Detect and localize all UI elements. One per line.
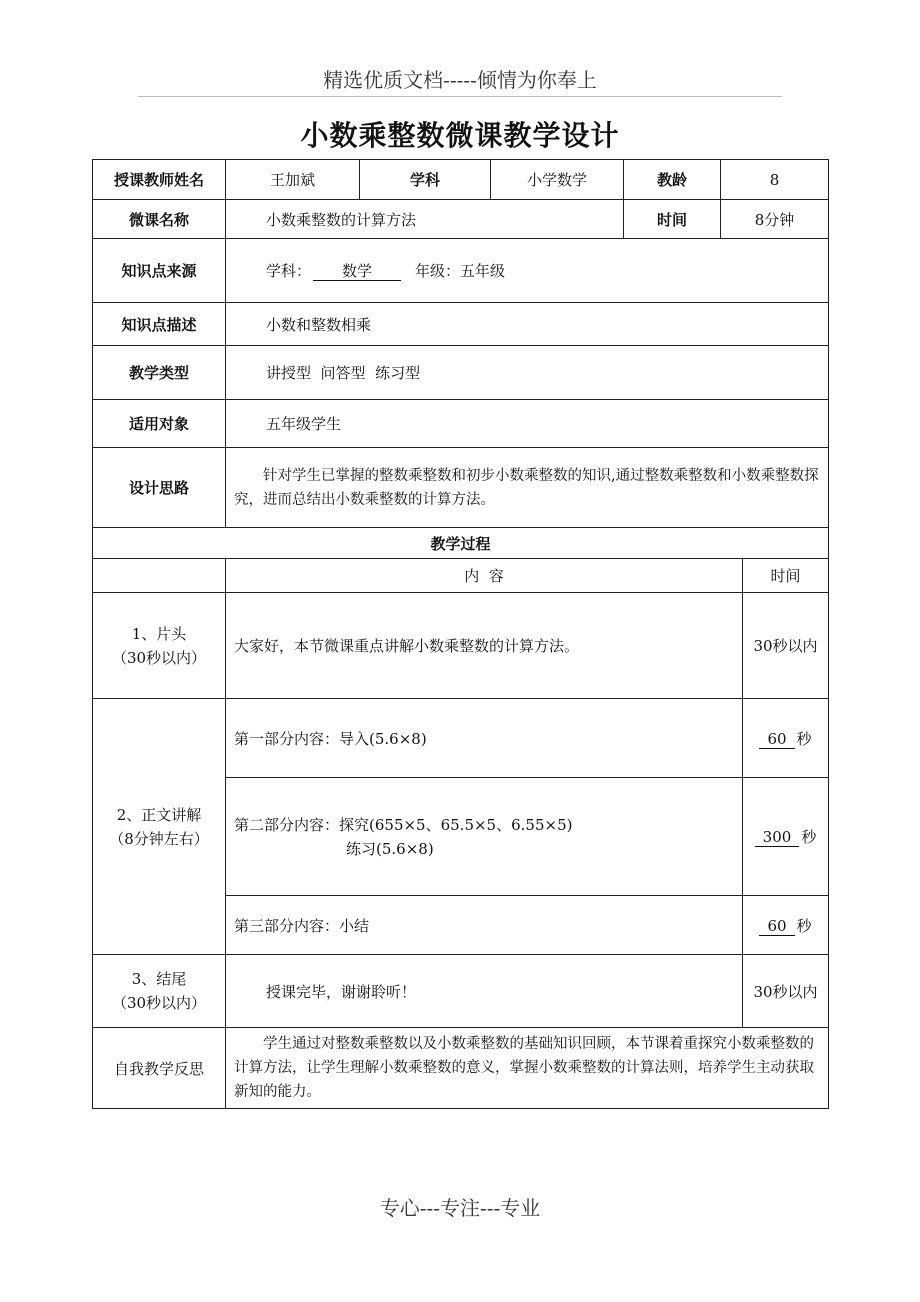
- part1-time: [743, 699, 829, 778]
- years-value: 8: [721, 160, 829, 200]
- time-label: 时间: [624, 200, 721, 239]
- part3-time: [743, 896, 829, 955]
- reflection-label: 自我教学反思: [93, 1028, 226, 1109]
- design-label: 设计思路: [93, 448, 226, 528]
- col-time-header: 时间: [743, 559, 829, 593]
- source-value: [226, 239, 829, 303]
- info-table: [92, 159, 829, 528]
- col-content-header: 内 容: [226, 559, 743, 593]
- teacher-value: 王加斌: [226, 160, 360, 200]
- desc-value: 小数和整数相乘: [226, 303, 829, 346]
- part2-content-line1: 第二部分内容：探究(655×5、65.5×5、6.55×5): [234, 815, 573, 834]
- step2-label: [93, 699, 226, 955]
- source-subject-prefix: 学科：: [266, 262, 312, 280]
- part2-content-line2: 练习(5.6×8): [346, 839, 434, 858]
- teacher-label: 授课教师姓名: [93, 160, 226, 200]
- step3-time: 30秒以内: [743, 955, 829, 1028]
- step3-label: [93, 955, 226, 1028]
- subject-label: 学科: [360, 160, 491, 200]
- target-label: 适用对象: [93, 400, 226, 448]
- course-label: 微课名称: [93, 200, 226, 239]
- document-title: 小数乘整数微课教学设计: [300, 119, 620, 152]
- part1-time-value: 60: [759, 730, 794, 749]
- step2-label-line2: （8分钟左右）: [109, 829, 209, 848]
- target-value: 五年级学生: [226, 400, 829, 448]
- time-value: 8分钟: [721, 200, 829, 239]
- page-header: 精选优质文档-----倾情为你奉上: [323, 68, 597, 92]
- step1-label: [93, 593, 226, 699]
- source-label: 知识点来源: [93, 239, 226, 303]
- reflection-value: 学生通过对整数乘整数以及小数乘整数的基础知识回顾，本节课着重探究小数乘整数的计算方法，让学生理解小数乘整数的意义，掌握小数乘整数的计算法则，培养学生主动获取新知的能力。: [226, 1028, 829, 1109]
- course-value: 小数乘整数的计算方法: [226, 200, 624, 239]
- part2-time: [743, 778, 829, 896]
- step1-time: 30秒以内: [743, 593, 829, 699]
- process-heading: 教学过程: [93, 528, 829, 559]
- step2-label-line1: 2、正文讲解: [116, 805, 202, 824]
- step3-label-line1: 3、结尾: [131, 970, 187, 988]
- subject-value: 小学数学: [491, 160, 624, 200]
- part2-content: [226, 778, 743, 896]
- process-table: [92, 527, 829, 1109]
- years-label: 教龄: [624, 160, 721, 200]
- process-header-empty: [93, 559, 226, 593]
- step3-content: 授课完毕，谢谢聆听！: [226, 955, 743, 1028]
- source-grade: 年级：五年级: [415, 262, 506, 280]
- part3-content: 第三部分内容：小结: [226, 896, 743, 955]
- part3-time-unit: 秒: [796, 916, 812, 935]
- part3-time-value: 60: [759, 917, 794, 936]
- part2-time-unit: 秒: [801, 828, 817, 846]
- design-value: 针对学生已掌握的整数乘整数和初步小数乘整数的知识,通过整数乘整数和小数乘整数探究，进而总结出小数乘整数的计算方法。: [226, 448, 829, 528]
- part1-content: 第一部分内容：导入(5.6×8): [226, 699, 743, 778]
- step1-label-line2: （30秒以内）: [111, 648, 207, 667]
- header-divider: [138, 96, 782, 97]
- source-subject-value: 数学: [313, 262, 401, 281]
- type-value: 讲授型 问答型 练习型: [226, 346, 829, 400]
- step3-label-line2: （30秒以内）: [111, 994, 207, 1012]
- step1-label-line1: 1、片头: [131, 624, 187, 643]
- part2-time-value: 300: [755, 828, 800, 847]
- step1-content: 大家好，本节微课重点讲解小数乘整数的计算方法。: [226, 593, 743, 699]
- part1-time-unit: 秒: [796, 729, 812, 748]
- page-footer: 专心---专注---专业: [379, 1196, 541, 1220]
- type-label: 教学类型: [93, 346, 226, 400]
- desc-label: 知识点描述: [93, 303, 226, 346]
